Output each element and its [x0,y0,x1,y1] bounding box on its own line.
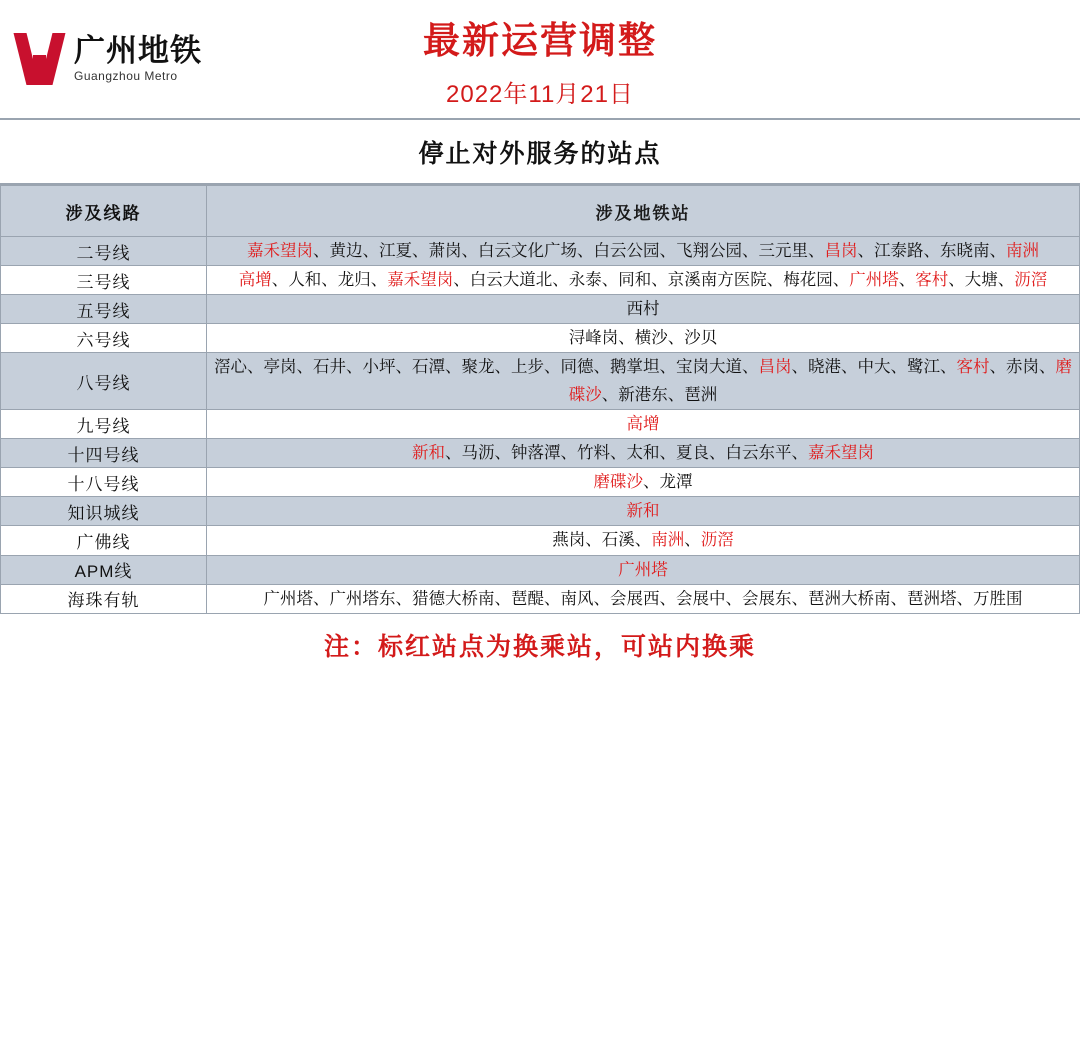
separator: 、 [321,271,338,290]
station-name: 同和 [618,271,652,290]
separator: 、 [445,444,462,463]
station-name: 竹料 [577,444,610,463]
separator: 、 [461,242,478,260]
separator: 、 [659,589,676,608]
table-row [1,526,1080,555]
station-name: 南风 [560,589,594,608]
separator: 、 [412,242,429,260]
station-name: 沥滘 [700,531,734,550]
brand-text [74,32,202,84]
separator: 、 [791,444,808,463]
station-name: 京溪南方医院 [667,271,767,290]
separator: 、 [643,473,660,492]
separator: 、 [684,531,701,550]
stations-cell [207,468,1080,497]
station-name: 琶洲塔 [907,589,957,608]
separator: 、 [898,271,916,290]
station-name: 大塘 [964,271,998,290]
table-row [1,439,1080,468]
separator: 、 [791,358,808,377]
station-name: 三元里 [758,242,808,260]
separator: 、 [659,444,676,463]
table-row [1,584,1080,613]
line-name-cell: 六号线 [1,324,207,353]
section-title: 停止对外服务的站点 [0,120,1080,185]
stations-cell [207,353,1080,410]
station-name: 新和 [412,444,445,463]
separator: 、 [610,444,627,463]
station-name: 南洲 [651,531,685,550]
station-name: 嘉禾望岗 [808,444,874,463]
separator: 、 [890,589,907,608]
brand-name-en: Guangzhou Metro [74,69,178,84]
station-name: 横沙 [634,329,668,348]
separator: 、 [634,531,652,550]
separator: 、 [552,271,569,290]
separator: 、 [791,589,808,608]
line-name-cell: 海珠有轨 [1,584,207,613]
separator: 、 [667,329,685,348]
station-name: 会展中 [676,589,726,608]
separator: 、 [742,242,759,260]
station-name: 江夏 [379,242,412,260]
station-name: 广州塔 [849,271,899,290]
separator: 、 [362,242,379,260]
page-header [0,0,1080,120]
stations-cell [207,555,1080,584]
line-name-cell: 九号线 [1,410,207,439]
station-name: 会展东 [742,589,792,608]
station-name: 燕岗 [552,531,586,550]
separator: 、 [766,271,784,290]
separator: 、 [601,386,619,405]
line-name-cell: APM线 [1,555,207,584]
stations-cell [207,266,1080,295]
brand-block [0,33,330,85]
station-name: 鹭江 [907,358,940,377]
separator: 、 [346,358,363,377]
column-header-stations: 涉及地铁站 [207,186,1080,237]
station-name: 高增 [238,271,272,290]
separator: 、 [395,358,412,377]
separator: 、 [725,589,742,608]
separator: 、 [271,271,289,290]
station-name: 琶洲 [684,386,718,405]
separator: 、 [651,271,668,290]
station-name: 白云东平 [725,444,792,463]
station-name: 新港东 [618,386,668,405]
station-name: 夏良 [676,444,709,463]
separator: 、 [445,358,462,377]
separator: 、 [1039,358,1056,377]
footer-note: 注：标红站点为换乘站，可站内换乘 [323,632,756,661]
station-name: 萧岗 [428,242,462,260]
station-name: 高增 [626,415,660,434]
station-name: 浔峰岗 [568,329,619,348]
station-name: 嘉禾望岗 [387,271,454,290]
separator: 、 [940,358,957,377]
line-name-cell: 三号线 [1,266,207,295]
station-name: 江泰路 [874,242,924,260]
brand-name-cn: 广州地铁 [74,32,202,68]
station-name: 聚龙 [461,358,495,377]
station-name: 龙潭 [659,473,693,492]
table-row [1,468,1080,497]
station-name: 磨碟沙 [593,473,643,492]
stations-cell [207,439,1080,468]
column-header-line: 涉及线路 [1,186,207,237]
table-row [1,555,1080,584]
station-name: 广州塔东 [329,589,396,608]
table-row [1,266,1080,295]
station-name: 万胜围 [973,589,1023,608]
station-name: 石井 [313,358,346,377]
stations-cell [207,526,1080,555]
station-name: 上步 [511,358,544,377]
separator: 、 [370,271,388,290]
separator: 、 [544,589,561,608]
station-name: 新和 [626,502,660,521]
line-name-cell: 十八号线 [1,468,207,497]
separator: 、 [395,589,412,608]
separator: 、 [577,242,594,260]
separator: 、 [841,358,858,377]
closed-stations-table [0,185,1080,614]
stations-cell [207,410,1080,439]
separator: 、 [494,444,511,463]
separator: 、 [832,271,850,290]
station-name: 白云文化广场 [478,242,577,260]
station-name: 梅花园 [783,271,833,290]
station-name: 石溪 [601,531,635,550]
table-body [1,237,1080,614]
line-name-cell: 八号线 [1,353,207,410]
separator: 、 [313,242,330,260]
station-name: 龙归 [337,271,371,290]
station-name: 琶洲大桥南 [808,589,891,608]
separator: 、 [585,531,602,550]
station-name: 琶醍 [511,589,544,608]
separator: 、 [989,242,1006,260]
station-name: 亭岗 [263,358,297,377]
station-name: 西村 [626,300,660,319]
separator: 、 [296,358,313,377]
table-row [1,295,1080,324]
separator: 、 [560,444,577,463]
separator: 、 [857,242,874,260]
table-row [1,324,1080,353]
station-name: 猎德大桥南 [412,589,495,608]
guangzhou-metro-logo-icon [18,33,64,85]
station-name: 白云大道北 [469,271,553,290]
station-name: 马沥 [461,444,495,463]
separator: 、 [659,242,676,260]
separator: 、 [709,444,726,463]
separator: 、 [923,242,940,260]
page-date: 2022年11月21日 [446,81,634,108]
separator: 、 [544,358,561,377]
separator: 、 [494,358,511,377]
station-name: 晓港 [808,358,841,377]
line-name-cell: 五号线 [1,295,207,324]
separator: 、 [997,271,1015,290]
separator: 、 [453,271,470,290]
station-name: 沥滘 [1014,271,1048,290]
station-name: 东晓南 [940,242,990,260]
station-name: 太和 [626,444,660,463]
line-name-cell: 十四号线 [1,439,207,468]
line-name-cell: 广佛线 [1,526,207,555]
station-name: 白云公园 [593,242,660,260]
stations-cell [207,237,1080,266]
table-row [1,237,1080,266]
separator: 、 [313,589,330,608]
station-name: 黄边 [329,242,363,260]
station-name: 客村 [915,271,949,290]
page-title: 最新运营调整 [423,18,657,62]
station-name: 嘉禾望岗 [247,242,313,260]
station-name: 会展西 [610,589,660,608]
separator: 、 [890,358,907,377]
station-name: 宝岗大道 [676,358,742,377]
stations-cell [207,324,1080,353]
station-name: 滘心 [214,358,247,377]
separator: 、 [742,358,759,377]
stations-cell [207,584,1080,613]
stations-cell [207,295,1080,324]
station-name: 同德 [560,358,594,377]
separator: 、 [667,386,685,405]
station-name: 鹅掌坦 [610,358,660,377]
station-name: 南洲 [1006,242,1039,260]
station-name: 小坪 [362,358,396,377]
station-name: 磨碟沙 [568,358,1072,405]
separator: 、 [494,589,511,608]
table-row [1,410,1080,439]
separator: 、 [808,242,825,260]
station-name: 广州塔 [263,589,313,608]
table-row [1,353,1080,410]
station-name: 中大 [857,358,891,377]
separator: 、 [247,358,264,377]
separator: 、 [618,329,635,348]
separator: 、 [659,358,676,377]
station-name: 飞翔公园 [676,242,742,260]
station-name: 沙贝 [684,329,718,348]
separator: 、 [956,589,973,608]
station-name: 石潭 [412,358,445,377]
station-name: 昌岗 [824,242,858,260]
station-name: 永泰 [568,271,602,290]
station-name: 赤岗 [1006,358,1039,377]
separator: 、 [989,358,1006,377]
station-name: 客村 [956,358,990,377]
stations-cell [207,497,1080,526]
separator: 、 [948,271,965,290]
station-name: 广州塔 [618,560,668,579]
station-name: 昌岗 [758,358,792,377]
separator: 、 [593,358,610,377]
separator: 、 [601,271,619,290]
separator: 、 [593,589,610,608]
line-name-cell: 知识城线 [1,497,207,526]
line-name-cell: 二号线 [1,237,207,266]
table-row [1,497,1080,526]
station-name: 人和 [288,271,322,290]
station-name: 钟落潭 [511,444,561,463]
table-header-row [1,186,1080,237]
